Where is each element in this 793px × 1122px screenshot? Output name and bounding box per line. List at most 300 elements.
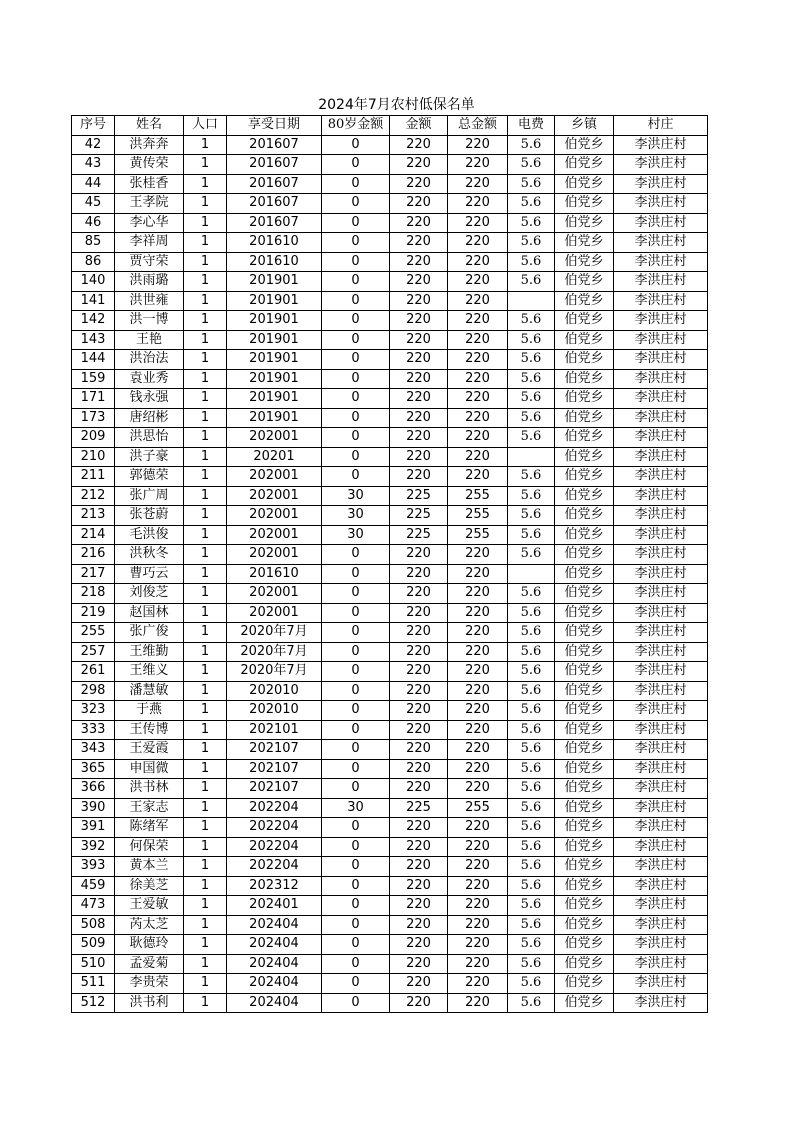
table-row — [72, 174, 708, 194]
cell-total-amount: 220 — [448, 584, 508, 604]
cell-age80-amount: 30 — [322, 798, 390, 818]
cell-total-amount: 220 — [448, 759, 508, 779]
cell-serial-no: 141 — [72, 291, 115, 311]
cell-electricity-fee: 5.6 — [508, 642, 555, 662]
cell-age80-amount: 0 — [322, 642, 390, 662]
cell-township: 伯党乡 — [555, 155, 614, 175]
cell-village: 李洪庄村 — [614, 857, 708, 877]
cell-village: 李洪庄村 — [614, 623, 708, 643]
cell-name: 洪世雍 — [115, 291, 184, 311]
cell-amount: 220 — [390, 194, 448, 214]
cell-start-date: 201901 — [227, 389, 322, 409]
cell-total-amount: 220 — [448, 174, 508, 194]
cell-age80-amount: 30 — [322, 486, 390, 506]
cell-township: 伯党乡 — [555, 720, 614, 740]
cell-total-amount: 220 — [448, 291, 508, 311]
cell-township: 伯党乡 — [555, 915, 614, 935]
cell-amount: 220 — [390, 915, 448, 935]
table-row — [72, 896, 708, 916]
cell-amount: 220 — [390, 272, 448, 292]
cell-amount: 220 — [390, 174, 448, 194]
cell-population: 1 — [184, 155, 227, 175]
cell-village: 李洪庄村 — [614, 350, 708, 370]
cell-serial-no: 43 — [72, 155, 115, 175]
cell-township: 伯党乡 — [555, 194, 614, 214]
cell-electricity-fee: 5.6 — [508, 915, 555, 935]
cell-electricity-fee: 5.6 — [508, 701, 555, 721]
cell-serial-no: 44 — [72, 174, 115, 194]
cell-population: 1 — [184, 467, 227, 487]
cell-township: 伯党乡 — [555, 701, 614, 721]
cell-township: 伯党乡 — [555, 681, 614, 701]
cell-population: 1 — [184, 408, 227, 428]
cell-amount: 225 — [390, 506, 448, 526]
cell-serial-no: 257 — [72, 642, 115, 662]
cell-age80-amount: 0 — [322, 662, 390, 682]
cell-serial-no: 86 — [72, 252, 115, 272]
cell-village: 李洪庄村 — [614, 915, 708, 935]
header-village: 村庄 — [614, 116, 708, 136]
table-row — [72, 213, 708, 233]
cell-amount: 220 — [390, 954, 448, 974]
cell-age80-amount: 0 — [322, 174, 390, 194]
cell-village: 李洪庄村 — [614, 974, 708, 994]
cell-total-amount: 220 — [448, 350, 508, 370]
cell-electricity-fee: 5.6 — [508, 155, 555, 175]
cell-start-date: 202404 — [227, 993, 322, 1013]
cell-name: 王维勤 — [115, 642, 184, 662]
cell-name: 李贵荣 — [115, 974, 184, 994]
table-row — [72, 545, 708, 565]
cell-start-date: 202312 — [227, 876, 322, 896]
cell-age80-amount: 0 — [322, 233, 390, 253]
cell-age80-amount: 0 — [322, 194, 390, 214]
cell-total-amount: 220 — [448, 155, 508, 175]
cell-amount: 220 — [390, 759, 448, 779]
cell-name: 于燕 — [115, 701, 184, 721]
cell-age80-amount: 0 — [322, 779, 390, 799]
table-row — [72, 876, 708, 896]
cell-village: 李洪庄村 — [614, 233, 708, 253]
cell-electricity-fee: 5.6 — [508, 857, 555, 877]
cell-total-amount: 220 — [448, 428, 508, 448]
cell-township: 伯党乡 — [555, 135, 614, 155]
cell-age80-amount: 0 — [322, 408, 390, 428]
cell-amount: 220 — [390, 311, 448, 331]
cell-village: 李洪庄村 — [614, 428, 708, 448]
cell-name: 王爱敏 — [115, 896, 184, 916]
cell-population: 1 — [184, 389, 227, 409]
cell-amount: 220 — [390, 135, 448, 155]
cell-age80-amount: 0 — [322, 213, 390, 233]
cell-age80-amount: 0 — [322, 389, 390, 409]
table-row — [72, 194, 708, 214]
cell-township: 伯党乡 — [555, 954, 614, 974]
cell-serial-no: 219 — [72, 603, 115, 623]
cell-village: 李洪庄村 — [614, 525, 708, 545]
table-row — [72, 506, 708, 526]
cell-population: 1 — [184, 350, 227, 370]
cell-start-date: 201607 — [227, 213, 322, 233]
cell-age80-amount: 0 — [322, 311, 390, 331]
cell-serial-no: 333 — [72, 720, 115, 740]
cell-electricity-fee: 5.6 — [508, 954, 555, 974]
cell-amount: 220 — [390, 720, 448, 740]
table-row — [72, 350, 708, 370]
cell-start-date: 202001 — [227, 584, 322, 604]
cell-serial-no: 211 — [72, 467, 115, 487]
cell-electricity-fee — [508, 291, 555, 311]
cell-serial-no: 511 — [72, 974, 115, 994]
cell-amount: 220 — [390, 447, 448, 467]
cell-age80-amount: 0 — [322, 837, 390, 857]
cell-serial-no: 255 — [72, 623, 115, 643]
cell-population: 1 — [184, 876, 227, 896]
cell-amount: 220 — [390, 584, 448, 604]
cell-electricity-fee: 5.6 — [508, 272, 555, 292]
cell-amount: 220 — [390, 233, 448, 253]
cell-township: 伯党乡 — [555, 213, 614, 233]
cell-serial-no: 510 — [72, 954, 115, 974]
cell-township: 伯党乡 — [555, 389, 614, 409]
cell-electricity-fee: 5.6 — [508, 467, 555, 487]
cell-village: 李洪庄村 — [614, 564, 708, 584]
table-row — [72, 857, 708, 877]
header-serial-no: 序号 — [72, 116, 115, 136]
cell-start-date: 20201 — [227, 447, 322, 467]
cell-electricity-fee: 5.6 — [508, 213, 555, 233]
cell-start-date: 201901 — [227, 272, 322, 292]
cell-total-amount: 220 — [448, 447, 508, 467]
table-row — [72, 974, 708, 994]
table-row — [72, 779, 708, 799]
table-row — [72, 584, 708, 604]
cell-name: 黄传荣 — [115, 155, 184, 175]
table-row — [72, 330, 708, 350]
table-row — [72, 623, 708, 643]
cell-start-date: 202401 — [227, 896, 322, 916]
cell-electricity-fee: 5.6 — [508, 740, 555, 760]
cell-village: 李洪庄村 — [614, 369, 708, 389]
cell-total-amount: 255 — [448, 486, 508, 506]
cell-village: 李洪庄村 — [614, 662, 708, 682]
table-row — [72, 935, 708, 955]
table-row — [72, 818, 708, 838]
cell-total-amount: 220 — [448, 779, 508, 799]
cell-name: 洪一博 — [115, 311, 184, 331]
cell-start-date: 201610 — [227, 252, 322, 272]
cell-total-amount: 220 — [448, 311, 508, 331]
cell-township: 伯党乡 — [555, 272, 614, 292]
cell-age80-amount: 0 — [322, 545, 390, 565]
cell-amount: 220 — [390, 428, 448, 448]
header-total-amount: 总金额 — [448, 116, 508, 136]
cell-amount: 220 — [390, 740, 448, 760]
cell-name: 王家志 — [115, 798, 184, 818]
cell-township: 伯党乡 — [555, 174, 614, 194]
cell-amount: 220 — [390, 252, 448, 272]
table-row — [72, 720, 708, 740]
cell-total-amount: 220 — [448, 935, 508, 955]
cell-population: 1 — [184, 954, 227, 974]
cell-age80-amount: 0 — [322, 428, 390, 448]
cell-age80-amount: 30 — [322, 506, 390, 526]
table-row — [72, 759, 708, 779]
cell-serial-no: 159 — [72, 369, 115, 389]
cell-age80-amount: 0 — [322, 954, 390, 974]
cell-start-date: 201901 — [227, 408, 322, 428]
cell-electricity-fee: 5.6 — [508, 993, 555, 1013]
cell-village: 李洪庄村 — [614, 779, 708, 799]
cell-village: 李洪庄村 — [614, 486, 708, 506]
cell-total-amount: 220 — [448, 330, 508, 350]
cell-total-amount: 220 — [448, 213, 508, 233]
table-row — [72, 993, 708, 1013]
cell-village: 李洪庄村 — [614, 642, 708, 662]
cell-amount: 220 — [390, 350, 448, 370]
cell-electricity-fee — [508, 564, 555, 584]
cell-start-date: 202001 — [227, 506, 322, 526]
cell-electricity-fee: 5.6 — [508, 350, 555, 370]
cell-serial-no: 365 — [72, 759, 115, 779]
cell-serial-no: 85 — [72, 233, 115, 253]
cell-electricity-fee: 5.6 — [508, 974, 555, 994]
cell-start-date: 201607 — [227, 194, 322, 214]
cell-total-amount: 220 — [448, 837, 508, 857]
cell-village: 李洪庄村 — [614, 408, 708, 428]
cell-age80-amount: 0 — [322, 974, 390, 994]
cell-amount: 220 — [390, 564, 448, 584]
cell-township: 伯党乡 — [555, 837, 614, 857]
cell-electricity-fee: 5.6 — [508, 759, 555, 779]
cell-name: 洪秋冬 — [115, 545, 184, 565]
cell-total-amount: 220 — [448, 194, 508, 214]
table-row — [72, 701, 708, 721]
cell-township: 伯党乡 — [555, 233, 614, 253]
cell-electricity-fee: 5.6 — [508, 330, 555, 350]
cell-amount: 220 — [390, 291, 448, 311]
cell-township: 伯党乡 — [555, 603, 614, 623]
relief-list-table — [71, 115, 708, 1013]
cell-total-amount: 220 — [448, 720, 508, 740]
cell-village: 李洪庄村 — [614, 935, 708, 955]
cell-start-date: 202107 — [227, 740, 322, 760]
cell-population: 1 — [184, 720, 227, 740]
cell-amount: 220 — [390, 857, 448, 877]
cell-electricity-fee: 5.6 — [508, 252, 555, 272]
cell-total-amount: 220 — [448, 740, 508, 760]
cell-name: 洪奔奔 — [115, 135, 184, 155]
cell-population: 1 — [184, 779, 227, 799]
cell-start-date: 201610 — [227, 564, 322, 584]
cell-age80-amount: 0 — [322, 564, 390, 584]
cell-amount: 220 — [390, 935, 448, 955]
cell-village: 李洪庄村 — [614, 837, 708, 857]
header-population: 人口 — [184, 116, 227, 136]
cell-name: 芮太芝 — [115, 915, 184, 935]
cell-serial-no: 508 — [72, 915, 115, 935]
table-row — [72, 233, 708, 253]
cell-start-date: 201901 — [227, 350, 322, 370]
table-row — [72, 135, 708, 155]
cell-township: 伯党乡 — [555, 408, 614, 428]
cell-name: 唐绍彬 — [115, 408, 184, 428]
cell-township: 伯党乡 — [555, 642, 614, 662]
cell-age80-amount: 30 — [322, 525, 390, 545]
cell-electricity-fee: 5.6 — [508, 584, 555, 604]
cell-population: 1 — [184, 818, 227, 838]
cell-serial-no: 391 — [72, 818, 115, 838]
table-row — [72, 525, 708, 545]
cell-name: 耿德玲 — [115, 935, 184, 955]
cell-serial-no: 210 — [72, 447, 115, 467]
cell-township: 伯党乡 — [555, 564, 614, 584]
cell-population: 1 — [184, 896, 227, 916]
cell-name: 洪治法 — [115, 350, 184, 370]
cell-population: 1 — [184, 194, 227, 214]
header-name: 姓名 — [115, 116, 184, 136]
cell-age80-amount: 0 — [322, 252, 390, 272]
cell-serial-no: 212 — [72, 486, 115, 506]
cell-amount: 220 — [390, 701, 448, 721]
cell-name: 洪书利 — [115, 993, 184, 1013]
cell-age80-amount: 0 — [322, 896, 390, 916]
cell-serial-no: 512 — [72, 993, 115, 1013]
cell-name: 孟爱菊 — [115, 954, 184, 974]
cell-name: 洪雨璐 — [115, 272, 184, 292]
cell-electricity-fee: 5.6 — [508, 311, 555, 331]
cell-total-amount: 220 — [448, 974, 508, 994]
cell-total-amount: 220 — [448, 662, 508, 682]
cell-amount: 220 — [390, 155, 448, 175]
cell-age80-amount: 0 — [322, 759, 390, 779]
cell-township: 伯党乡 — [555, 486, 614, 506]
cell-start-date: 201901 — [227, 291, 322, 311]
cell-age80-amount: 0 — [322, 155, 390, 175]
cell-serial-no: 366 — [72, 779, 115, 799]
cell-village: 李洪庄村 — [614, 740, 708, 760]
cell-total-amount: 220 — [448, 545, 508, 565]
cell-start-date: 201607 — [227, 155, 322, 175]
cell-total-amount: 220 — [448, 252, 508, 272]
cell-population: 1 — [184, 428, 227, 448]
cell-village: 李洪庄村 — [614, 252, 708, 272]
cell-amount: 220 — [390, 389, 448, 409]
header-amount: 金额 — [390, 116, 448, 136]
cell-amount: 220 — [390, 603, 448, 623]
cell-population: 1 — [184, 915, 227, 935]
cell-amount: 220 — [390, 467, 448, 487]
cell-township: 伯党乡 — [555, 857, 614, 877]
cell-population: 1 — [184, 603, 227, 623]
cell-village: 李洪庄村 — [614, 135, 708, 155]
cell-village: 李洪庄村 — [614, 896, 708, 916]
cell-population: 1 — [184, 623, 227, 643]
cell-electricity-fee: 5.6 — [508, 408, 555, 428]
cell-age80-amount: 0 — [322, 681, 390, 701]
cell-township: 伯党乡 — [555, 545, 614, 565]
cell-village: 李洪庄村 — [614, 174, 708, 194]
cell-population: 1 — [184, 584, 227, 604]
cell-total-amount: 220 — [448, 564, 508, 584]
cell-village: 李洪庄村 — [614, 291, 708, 311]
cell-township: 伯党乡 — [555, 447, 614, 467]
cell-population: 1 — [184, 701, 227, 721]
cell-electricity-fee: 5.6 — [508, 818, 555, 838]
cell-total-amount: 220 — [448, 603, 508, 623]
cell-population: 1 — [184, 662, 227, 682]
cell-amount: 220 — [390, 681, 448, 701]
cell-village: 李洪庄村 — [614, 954, 708, 974]
table-row — [72, 662, 708, 682]
cell-name: 赵国林 — [115, 603, 184, 623]
cell-total-amount: 220 — [448, 369, 508, 389]
cell-amount: 225 — [390, 798, 448, 818]
cell-name: 袁业秀 — [115, 369, 184, 389]
cell-serial-no: 45 — [72, 194, 115, 214]
cell-township: 伯党乡 — [555, 740, 614, 760]
header-electricity-fee: 电费 — [508, 116, 555, 136]
cell-start-date: 202001 — [227, 525, 322, 545]
table-row — [72, 155, 708, 175]
cell-serial-no: 393 — [72, 857, 115, 877]
cell-village: 李洪庄村 — [614, 818, 708, 838]
cell-serial-no: 217 — [72, 564, 115, 584]
cell-total-amount: 220 — [448, 915, 508, 935]
cell-population: 1 — [184, 369, 227, 389]
cell-total-amount: 220 — [448, 467, 508, 487]
cell-serial-no: 218 — [72, 584, 115, 604]
cell-name: 钱永强 — [115, 389, 184, 409]
cell-electricity-fee: 5.6 — [508, 603, 555, 623]
cell-township: 伯党乡 — [555, 935, 614, 955]
cell-amount: 220 — [390, 818, 448, 838]
cell-electricity-fee: 5.6 — [508, 525, 555, 545]
cell-population: 1 — [184, 857, 227, 877]
cell-start-date: 202001 — [227, 603, 322, 623]
cell-amount: 225 — [390, 525, 448, 545]
cell-amount: 220 — [390, 623, 448, 643]
cell-age80-amount: 0 — [322, 993, 390, 1013]
cell-total-amount: 255 — [448, 798, 508, 818]
cell-serial-no: 214 — [72, 525, 115, 545]
cell-name: 贾守荣 — [115, 252, 184, 272]
cell-start-date: 202010 — [227, 701, 322, 721]
cell-amount: 225 — [390, 486, 448, 506]
cell-start-date: 201901 — [227, 311, 322, 331]
cell-name: 徐美芝 — [115, 876, 184, 896]
cell-population: 1 — [184, 740, 227, 760]
cell-village: 李洪庄村 — [614, 584, 708, 604]
cell-serial-no: 142 — [72, 311, 115, 331]
cell-age80-amount: 0 — [322, 701, 390, 721]
cell-age80-amount: 0 — [322, 857, 390, 877]
cell-age80-amount: 0 — [322, 369, 390, 389]
cell-serial-no: 46 — [72, 213, 115, 233]
cell-total-amount: 220 — [448, 857, 508, 877]
cell-population: 1 — [184, 837, 227, 857]
cell-village: 李洪庄村 — [614, 311, 708, 331]
cell-total-amount: 220 — [448, 954, 508, 974]
cell-township: 伯党乡 — [555, 623, 614, 643]
cell-serial-no: 509 — [72, 935, 115, 955]
table-row — [72, 291, 708, 311]
cell-township: 伯党乡 — [555, 330, 614, 350]
cell-total-amount: 220 — [448, 896, 508, 916]
cell-township: 伯党乡 — [555, 896, 614, 916]
cell-electricity-fee: 5.6 — [508, 369, 555, 389]
cell-age80-amount: 0 — [322, 584, 390, 604]
